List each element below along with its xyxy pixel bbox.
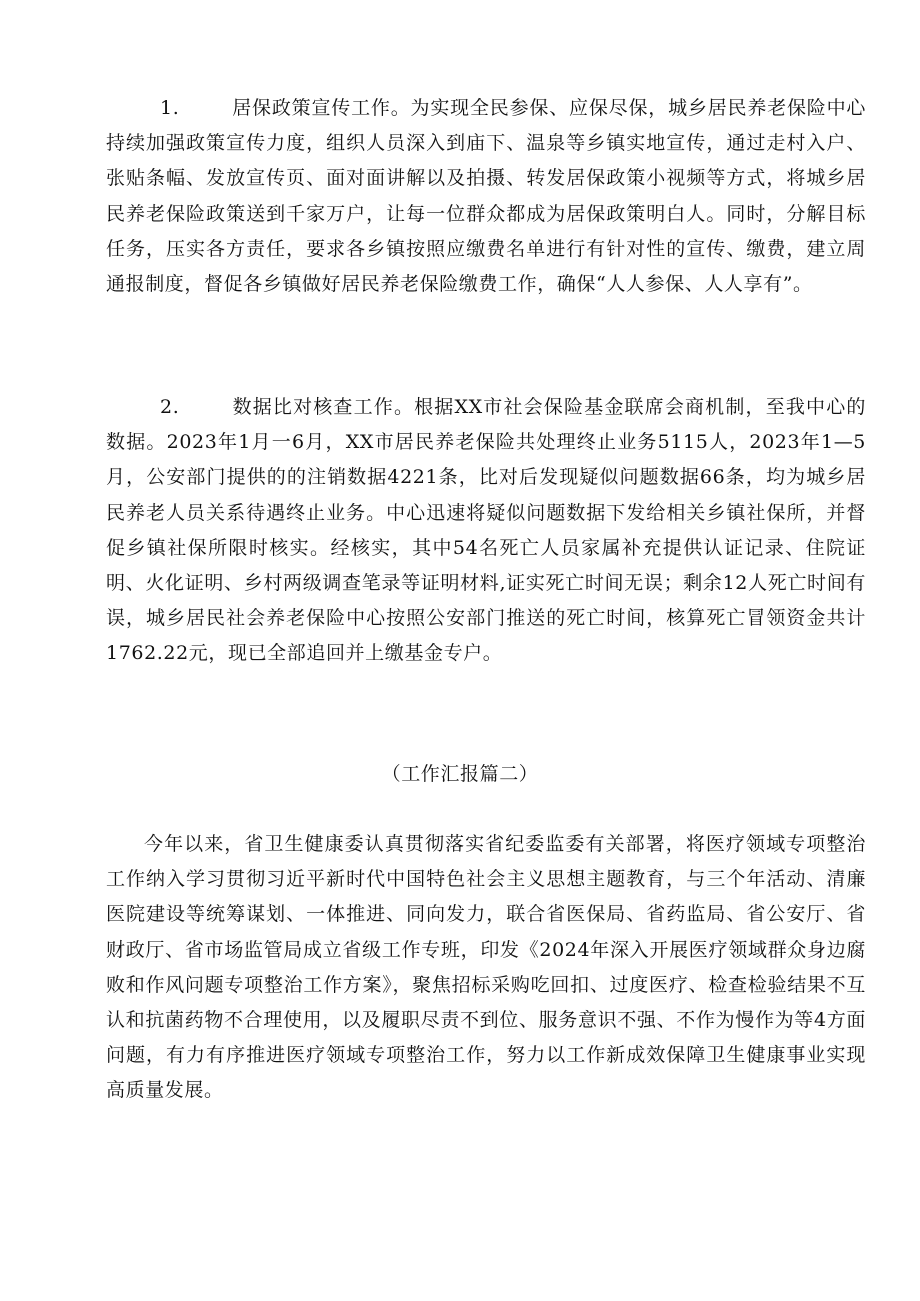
item-text: 数据比对核查工作。根据XX市社会保险基金联席会商机制，至我中心的数据。2023年1月一6月，XX市居民养老保险共处理终止业务5115人，2023年1—5月，公安部门提供的的注销数据4221条，比对后发现疑似问题数据66条，均为城乡居民养老人员关系待遇终止业务。中心迅速将疑似问题数据下发给相关乡镇社保所，并督促乡镇社保所限时核实。经核实，其中54名死亡人员家属补充提供认证记录、住院证明、火化证明、乡村两级调查笔录等证明材料,证实死亡时间无误；剩余12人死亡时间有误，城乡居民社会养老保险中心按照公安部门推送的死亡时间，核算死亡冒领资金共计1762.22元，现已全部追回并上缴基金专户。 — [106, 396, 866, 665]
numbered-item-2 — [106, 390, 866, 672]
item-number: 1. — [160, 97, 180, 119]
numbered-item-1 — [106, 91, 866, 302]
body-paragraph: 今年以来，省卫生健康委认真贯彻落实省纪委监委有关部署，将医疗领域专项整治工作纳入学习贯彻习近平新时代中国特色社会主义思想主题教育，与三个年活动、清廉医院建设等统筹谋划、一体推进、同向发力，联合省医保局、省药监局、省公安厅、省财政厅、省市场监管局成立省级工作专班，印发《2024年深入开展医疗领域群众身边腐败和作风问题专项整治工作方案》，聚焦招标采购吃回扣、过度医疗、检查检验结果不互认和抗菌药物不合理使用，以及履职尽责不到位、服务意识不强、不作为慢作为等4方面问题，有力有序推进医疗领域专项整治工作，努力以工作新成效保障卫生健康事业实现高质量发展。 — [106, 833, 866, 1102]
item-text: 居保政策宣传工作。为实现全民参保、应保尽保，城乡居民养老保险中心持续加强政策宣传力度，组织人员深入到庙下、温泉等乡镇实地宣传，通过走村入户、张贴条幅、发放宣传页、面对面讲解以及拍摄、转发居保政策小视频等方式，将城乡居民养老保险政策送到千家万户，让每一位群众都成为居保政策明白人。同时，分解目标任务，压实各方责任，要求各乡镇按照应缴费名单进行有针对性的宣传、缴费，建立周通报制度，督促各乡镇做好居民养老保险缴费工作，确保“人人参保、人人享有”。 — [106, 97, 866, 296]
section-heading: （工作汇报篇二） — [381, 763, 539, 785]
item-number: 2. — [160, 396, 180, 418]
